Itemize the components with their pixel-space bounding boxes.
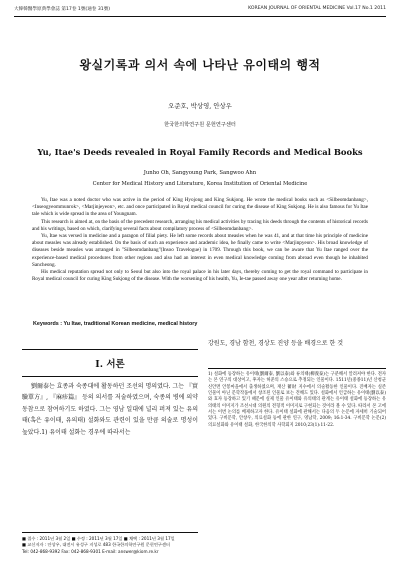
abstract-paragraph-1: Yu, Itae was a noted doctor who was active in the period of King Hyojong and King Sukjong. He wrote the medical books such as <Silbeomdanbang>,<Inseogyeommunrok>, <Marjinjeyeon>, etc. and once participated in Royal medical council for curing the disease of King Sukjong. He is also famous for Yu Itae tale which is wide spread in the area of Youngnam. [32,197,368,218]
section-heading-introduction: Ⅰ. 서론 [22,349,198,377]
right-column [208,338,386,555]
running-header [14,6,386,17]
title-english: Yu, Itae's Deeds revealed in Royal Family Records and Medical Books [37,147,363,157]
abstract [32,197,368,283]
authors-english: Junho Oh, Sangyoung Park, Sangwoo Ahn [143,170,257,176]
corresponding-author: ■ 교신저자 : 안상우, 대전시 유성구 지성로 483 한국한의학연구원 문헌연구센터 [22,542,171,548]
affiliation-english: Center for Medical History and Literature, Korea Institution of Oriental Medicine [92,181,308,187]
abstract-paragraph-3: Yu, Itae was versed in medicine and a paragon of filial piety. He left some records about measles when he was 41, and at that time his principle of medicine about measles was already established. On the basis of such an experience and academic idea, he finally came to write <Marjinpyeon>. His broad knowledge of diseases beside measles was arranged in "Silbeomdanbang"(Insoo Travelogue) in 1709. Through this book, we can be aware that Yu Itae ranged over the experience-based medical procedures from other regions and also had an interest in even medical knowledge coming from abroad even though he inhabited Sancheong. [32,233,368,268]
title-korean: 왕실기록과 의서 속에 나타난 유이태의 행적 [79,58,321,72]
abstract-paragraph-4: His medical reputation spread not only to Seoul but also into the royal palace in his later days, thereby coming to get the royal command to participate in Royal medical council for curing King Sukjong of the disease. With the worsening of his health, Yu, Ie-tae passed away one year after returning home. [32,269,368,283]
article-info-footer [22,532,198,555]
left-column [22,338,198,555]
abstract-paragraph-2: This research is aimed at, on the basis of the precedent research, arranging his medical activities by tracing his deeds through the contents of historical records and his writings, based on which, clarifying several facts about compilatory process of <Silbeomdanbang>. [32,218,368,232]
affiliation-korean: 한국한의학연구원 문헌연구센터 [164,122,236,128]
header-journal-kr: 大韓韓醫學原典學會誌 第17卷 1號(通卷 31號) [14,7,111,12]
keywords: Keywords : Yu Itae, traditional Korean medicine, medical history [33,321,198,327]
contact-info: Tel: 042-868-9392 Fax: 042-868-9301 E-mail: answer@kiom.re.kr [22,548,159,554]
introduction-body [22,381,198,438]
authors-korean: 오준호, 박상영, 안상우 [168,102,232,110]
article-dates: ■ 접수 : 2011년 3월 2일 ■ 수정 : 2011년 3월 17일 ■ 채택 : 2011년 3월 17일 [22,536,175,542]
introduction-paragraph: 劉爾泰는 효종과 숙종대에 활동하던 조선의 명의였다. 그는 『實驗單方』, 『麻疹篇』 등의 의서를 저술하였으며, 숙종의 병에 의약동참으로 참여하기도 하였다. 그는 영남 일대에 널리 퍼져 있는 유의태(혹은 유이태, 유의태) 설화와도 관련이 있을 만큼 의술로 명성이 높았다.1) 유이태 설화는 경우에 따라서는 [22,383,198,436]
right-column-text: 강원도, 경남 함천, 경상도 진양 등을 배경으로 한 것 [208,340,343,347]
header-journal-en: KOREAN JOURNAL OF ORIENTAL MEDICINE Vol.17 No.1 2011 [248,6,386,11]
footnote-1: 1) 설화에 등장하는 유이태(劉爾泰, 劉以泰)와 류의태(柳義泰)는 구분해서 알려져야 한다. 전자는 본 연구의 대상이고, 후자는 허준의 스승으로 추정되는 인물이다. 1511년(중종11)년 산청군 신안면 안봉마을에서 출생하였으며, 재산 蓄財 지수에서 의술활동한 인물이다. 진배자는 실존 인물이 아닌 문학작품에서 창조된 인물로 보는 견해도 있다. 설화에서 언급하는 유이태(劉以泰)와 효자 등장하고 있기 때문에 실제 인물 유이태와 유의태의 관계는 유이태 설화에 등장하는 유의태의 이미지가 조선시대 의원의 전형적 이미지로 구현되는 것이라 볼 수 있다. 따라서 본 고에서는 이번 논의를 배제하고자 한다. 유이태 설화에 관해서는 다음의 두 논문에 자세히 기술되어 있다. 구비문학, 안창우, 의료설화 등에 관한 연구, 영남학, 2009; 16:1-34. 구비문학 논문(2) 의료설화와 유이태 설화, 한국한의학 사학회지 2010;23(1):11-22. [208,368,386,429]
